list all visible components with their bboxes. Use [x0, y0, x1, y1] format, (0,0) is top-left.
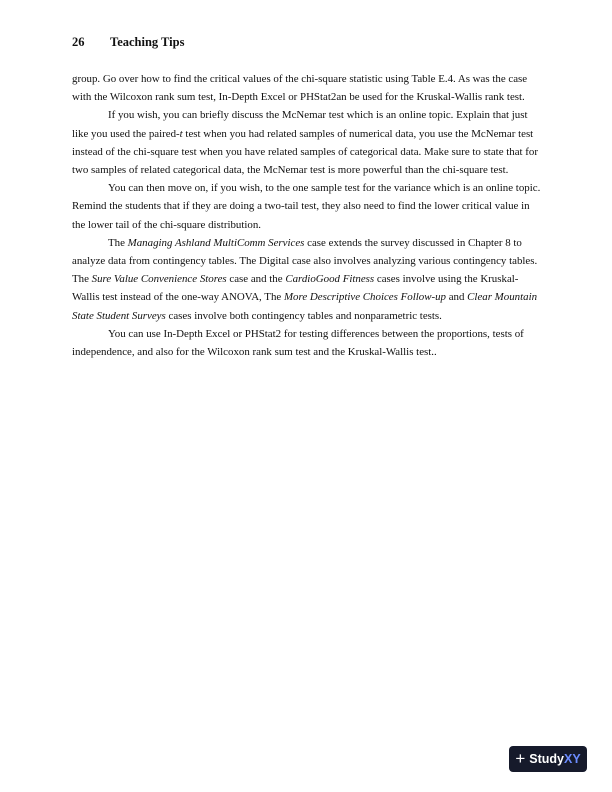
paragraph-4-segment-1: The: [108, 236, 128, 249]
page-number: 26: [72, 35, 85, 49]
paragraph-2-segment-2: t: [179, 127, 183, 140]
paragraph-4-segment-11: cases involve both contingency tables and nonparametric tests.: [165, 309, 442, 322]
studyxy-badge[interactable]: [509, 746, 587, 772]
paragraph-3-segment-1: You can then move on, if you wish, to the one sample test for the variance which is an online topic. Remind the students that if they are doing a two-tail test, they also need to find the lower critical value in the lower tail of the chi-square distribution.: [72, 182, 541, 231]
paragraph-4-segment-2: Managing Ashland MultiComm Services: [127, 236, 305, 249]
paragraph-4-segment-8: More Descriptive Choices Follow-up: [283, 291, 446, 304]
brand-accent-text: XY: [563, 752, 581, 766]
paragraph-4-segment-7: cases involve using the Kruskal-Wallis test instead of the one-way ANOVA, The: [72, 273, 519, 304]
paragraph-3: [72, 179, 542, 234]
running-header-title: Teaching Tips: [110, 35, 185, 49]
paragraph-1: [72, 70, 542, 106]
page-header: [72, 35, 184, 50]
paragraph-4-segment-9: and: [445, 291, 468, 304]
paragraph-4: [72, 234, 542, 325]
paragraph-4-segment-3: case extends the survey discussed in Chapter 8 to analyze data from contingency tables. The Digital case also involves analyzing various contingency tables. The: [72, 236, 538, 286]
paragraph-1-segment-1: group. Go over how to find the critical values of the chi-square statistic using Table E.4. As was the case with the Wilcoxon rank sum test, In-Depth Excel or PHStat2an be used for the Kruskal-Wallis rank test.: [72, 73, 528, 104]
paragraph-2-segment-3: test when you had related samples of numerical data, you use the McNemar test instead of the chi-square test when you have related samples of categorical data. Make sure to state that for two samples of related categorical data, the McNemar test is more powerful than the chi-square test.: [72, 127, 539, 177]
plus-icon: +: [515, 748, 526, 768]
paragraph-4-segment-6: CardioGood Fitness: [285, 273, 375, 286]
paragraph-2-segment-1: If you wish, you can briefly discuss the McNemar test which is an online topic. Explain that just like you used the paired-: [72, 109, 528, 140]
brand-main-text: Study: [529, 752, 564, 766]
paragraph-4-segment-5: case and the: [226, 273, 286, 286]
paragraph-2: [72, 106, 542, 179]
paragraph-5-segment-1: You can use In-Depth Excel or PHStat2 for testing differences between the proportions, tests of independence, and also for the Wilcoxon rank sum test and the Kruskal-Wallis test..: [72, 327, 524, 359]
paragraph-5: [72, 325, 542, 361]
body-text: [72, 70, 542, 361]
paragraph-4-segment-10: Clear Mountain State Student Surveys: [72, 291, 538, 322]
paragraph-4-segment-4: Sure Value Convenience Stores: [91, 273, 227, 286]
